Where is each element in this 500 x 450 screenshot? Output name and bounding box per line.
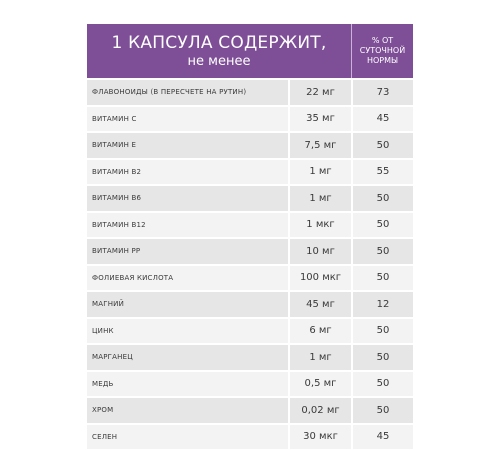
nutrient-amount: 22 мг [290,80,351,105]
nutrient-amount: 45 мг [290,292,351,317]
table-row [87,398,413,423]
nutrient-name: ВИТАМИН В12 [87,213,288,238]
nutrient-name: ЦИНК [87,319,288,344]
nutrient-amount: 30 мкг [290,425,351,450]
nutrient-table [87,24,413,449]
table-row [87,80,413,105]
nutrient-name: ВИТАМИН С [87,107,288,132]
nutrient-name: ВИТАМИН В2 [87,160,288,185]
nutrient-name: ХРОМ [87,398,288,423]
nutrient-name: СЕЛЕН [87,425,288,450]
table-header [87,24,413,78]
header-subtitle: не менее [187,53,251,69]
header-title: 1 КАПСУЛА СОДЕРЖИТ, [111,32,327,53]
header-daily-norm: % ОТ СУТОЧНОЙ НОРМЫ [359,36,406,65]
nutrient-amount: 1 мг [290,186,351,211]
nutrient-percent: 50 [353,213,413,238]
nutrient-percent: 50 [353,239,413,264]
header-main-cell [87,24,351,78]
nutrient-percent: 50 [353,266,413,291]
table-row [87,292,413,317]
nutrient-percent: 55 [353,160,413,185]
nutrient-name: ВИТАМИН В6 [87,186,288,211]
table-row [87,372,413,397]
nutrient-percent: 50 [353,133,413,158]
nutrient-name: МАРГАНЕЦ [87,345,288,370]
nutrient-amount: 1 мкг [290,213,351,238]
table-row [87,319,413,344]
table-row [87,160,413,185]
table-row [87,133,413,158]
table-row [87,425,413,450]
nutrient-amount: 100 мкг [290,266,351,291]
nutrient-percent: 73 [353,80,413,105]
nutrient-amount: 0,02 мг [290,398,351,423]
nutrient-amount: 10 мг [290,239,351,264]
nutrient-percent: 12 [353,292,413,317]
nutrient-name: ФОЛИЕВАЯ КИСЛОТА [87,266,288,291]
nutrient-percent: 45 [353,425,413,450]
nutrient-amount: 1 мг [290,160,351,185]
nutrient-percent: 50 [353,372,413,397]
table-row [87,186,413,211]
nutrient-name: ВИТАМИН Е [87,133,288,158]
nutrient-amount: 0,5 мг [290,372,351,397]
nutrient-amount: 35 мг [290,107,351,132]
nutrient-percent: 50 [353,319,413,344]
table-row [87,345,413,370]
nutrient-name: МАГНИЙ [87,292,288,317]
nutrient-percent: 50 [353,345,413,370]
nutrient-name: МЕДЬ [87,372,288,397]
nutrient-percent: 50 [353,398,413,423]
nutrient-amount: 7,5 мг [290,133,351,158]
table-row [87,213,413,238]
table-row [87,107,413,132]
table-body [87,78,413,449]
nutrient-percent: 50 [353,186,413,211]
nutrient-percent: 45 [353,107,413,132]
table-row [87,239,413,264]
table-row [87,266,413,291]
nutrient-name: ФЛАВОНОИДЫ (В ПЕРЕСЧЕТЕ НА РУТИН) [87,80,288,105]
nutrient-amount: 1 мг [290,345,351,370]
nutrient-name: ВИТАМИН РР [87,239,288,264]
nutrient-amount: 6 мг [290,319,351,344]
